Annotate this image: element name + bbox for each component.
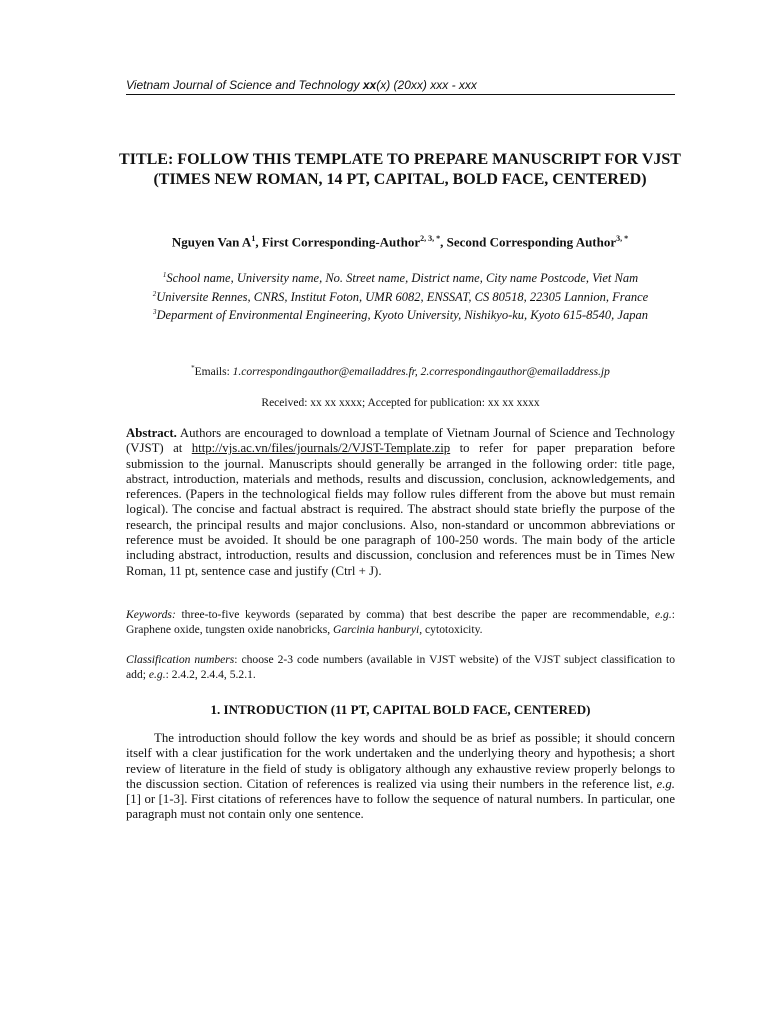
author-affiliation-mark: 1 bbox=[251, 234, 256, 243]
paper-title: TITLE: FOLLOW THIS TEMPLATE TO PREPARE MANUSCRIPT FOR VJST (TIMES NEW ROMAN, 14 PT, CAPITAL, BOLD FACE, CENTERED) bbox=[119, 151, 681, 188]
affiliation-mark: 2 bbox=[152, 289, 157, 298]
introduction-text: [1] or [1-3]. First citations of references have to follow the sequence of natural numbers. In particular, one paragraph must not contain only one sentence. bbox=[126, 792, 675, 822]
journal-issue: (x) bbox=[376, 78, 391, 92]
affiliation-text: Deparment of Environmental Engineering, Kyoto University, Nishikyo-ku, Kyoto 615-8540, Japan bbox=[156, 308, 648, 323]
email-addresses[interactable]: 1.correspondingauthor@emailaddres.fr, 2.correspondingauthor@emailaddress.jp bbox=[232, 365, 610, 378]
keywords-text: : Graphene oxide, tungsten oxide nanobricks, bbox=[126, 608, 675, 636]
abstract bbox=[126, 426, 675, 579]
template-link[interactable]: http://vjs.ac.vn/files/journals/2/VJST-Template.zip bbox=[191, 441, 451, 456]
section-heading-introduction: 1. INTRODUCTION (11 PT, CAPITAL BOLD FACE, CENTERED) bbox=[210, 702, 591, 717]
author-name: First Corresponding-Author bbox=[261, 234, 421, 250]
received-dates: Received: xx xx xxxx; Accepted for publication: xx xx xxxx bbox=[261, 397, 540, 409]
classification-numbers bbox=[126, 652, 675, 682]
keywords-text: , cytotoxicity. bbox=[419, 623, 483, 636]
affiliation-text: School name, University name, No. Street name, District name, City name Postcode, Viet Nam bbox=[166, 271, 639, 286]
keywords-eg: e.g. bbox=[655, 608, 672, 621]
email-mark: * bbox=[191, 364, 195, 372]
author-separator: , bbox=[255, 234, 262, 250]
keywords-species: Garcinia hanburyi bbox=[333, 623, 420, 636]
classification-text: : choose 2-3 code numbers (available in VJST website) of the VJST subject classification to add; bbox=[126, 653, 676, 681]
author-list bbox=[110, 230, 690, 251]
running-head bbox=[126, 77, 675, 95]
abstract-label: Abstract. bbox=[126, 426, 177, 440]
keywords bbox=[126, 607, 675, 637]
affiliation-mark: 1 bbox=[162, 271, 167, 279]
abstract-text: to refer for paper preparation before submission to the journal. Manuscripts should generally be arranged in the following order: title page, abstract, introduction, materials and methods, results and discussion, conclusion, acknowledgements, and references. (Papers in the technological fields may follow rules different from the above but must remain logical). The concise and factual abstract is required. The abstract should state briefly the purpose of the research, the principal results and major conclusions. Also, non-standard or uncommon abbreviations or reference must be avoided. It should be one paragraph of 100-250 words. The main body of the article including abstract, introduction, results and discussion, conclusion and references must be in Times New Roman, 11 pt, sentence case and justify (Ctrl + J). bbox=[126, 441, 675, 578]
affiliation bbox=[126, 268, 675, 287]
affiliation bbox=[126, 287, 675, 306]
affiliation-list bbox=[126, 268, 675, 324]
keywords-label: Keywords: bbox=[126, 608, 176, 621]
introduction-eg: e.g. bbox=[656, 776, 675, 791]
author-affiliation-mark: 2, 3, * bbox=[420, 234, 441, 243]
classification-text: : 2.4.2, 2.4.4, 5.2.1. bbox=[165, 668, 256, 681]
author-separator: , bbox=[440, 234, 447, 250]
classification-label: Classification numbers bbox=[126, 653, 235, 666]
introduction-paragraph bbox=[126, 731, 675, 823]
author-affiliation-mark: 3, * bbox=[616, 234, 629, 243]
classification-eg: e.g. bbox=[148, 668, 166, 681]
author-name: Nguyen Van A bbox=[171, 234, 252, 250]
introduction-text: The introduction should follow the key words and should be as brief as possible; it should concern itself with a clear justification for the work undertaken and the underlying theory and hypothesis; a short review of literature in the field of study is obligatory although any exhaustive review properly belongs to the discussion section. Citation of references is realized via using their numbers in the reference list, bbox=[126, 731, 675, 791]
affiliation bbox=[126, 305, 675, 324]
email-label: Emails: bbox=[194, 365, 233, 378]
keywords-text: three-to-five keywords (separated by comma) that best describe the paper are recommendable, bbox=[175, 608, 656, 621]
corresponding-emails bbox=[126, 361, 675, 380]
affiliation-mark: 3 bbox=[153, 308, 157, 317]
journal-year: (20xx) bbox=[393, 78, 427, 92]
abstract-text: Authors are encouraged to download a template of Vietnam Journal of Science and Technology (VJST) at bbox=[126, 426, 675, 456]
journal-name: Vietnam Journal of Science and Technology bbox=[126, 78, 360, 92]
affiliation-text: Universite Rennes, CNRS, Institut Foton, UMR 6082, ENSSAT, CS 80518, 22305 Lannion, France bbox=[156, 289, 649, 304]
author-name: Second Corresponding Author bbox=[446, 234, 617, 250]
journal-pages: xxx - xxx bbox=[430, 78, 477, 92]
journal-volume: xx bbox=[362, 78, 377, 92]
